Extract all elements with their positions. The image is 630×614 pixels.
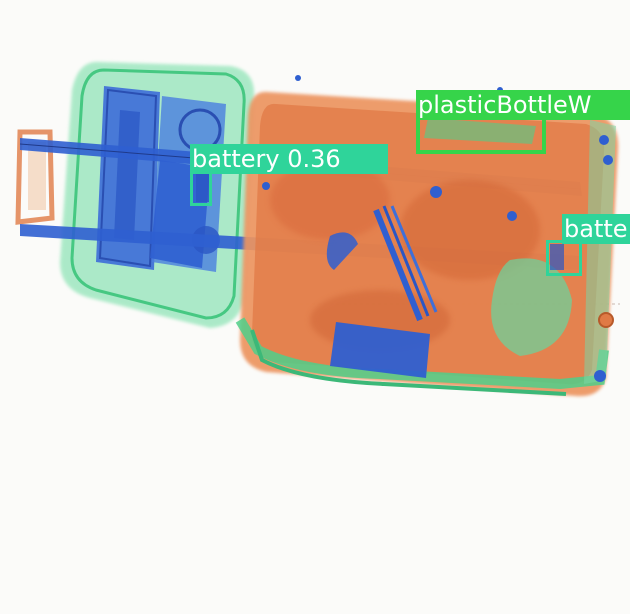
detection-box-battery-left (190, 170, 212, 206)
detection-box-plastic-bottle (416, 116, 546, 154)
detection-label-plastic-bottle: plasticBottleW (416, 90, 630, 120)
left-bag (18, 62, 254, 328)
detection-label-battery-left: battery 0.36 (190, 144, 388, 174)
detection-label-battery-right: batte (562, 214, 630, 244)
detection-box-battery-right (546, 240, 582, 276)
